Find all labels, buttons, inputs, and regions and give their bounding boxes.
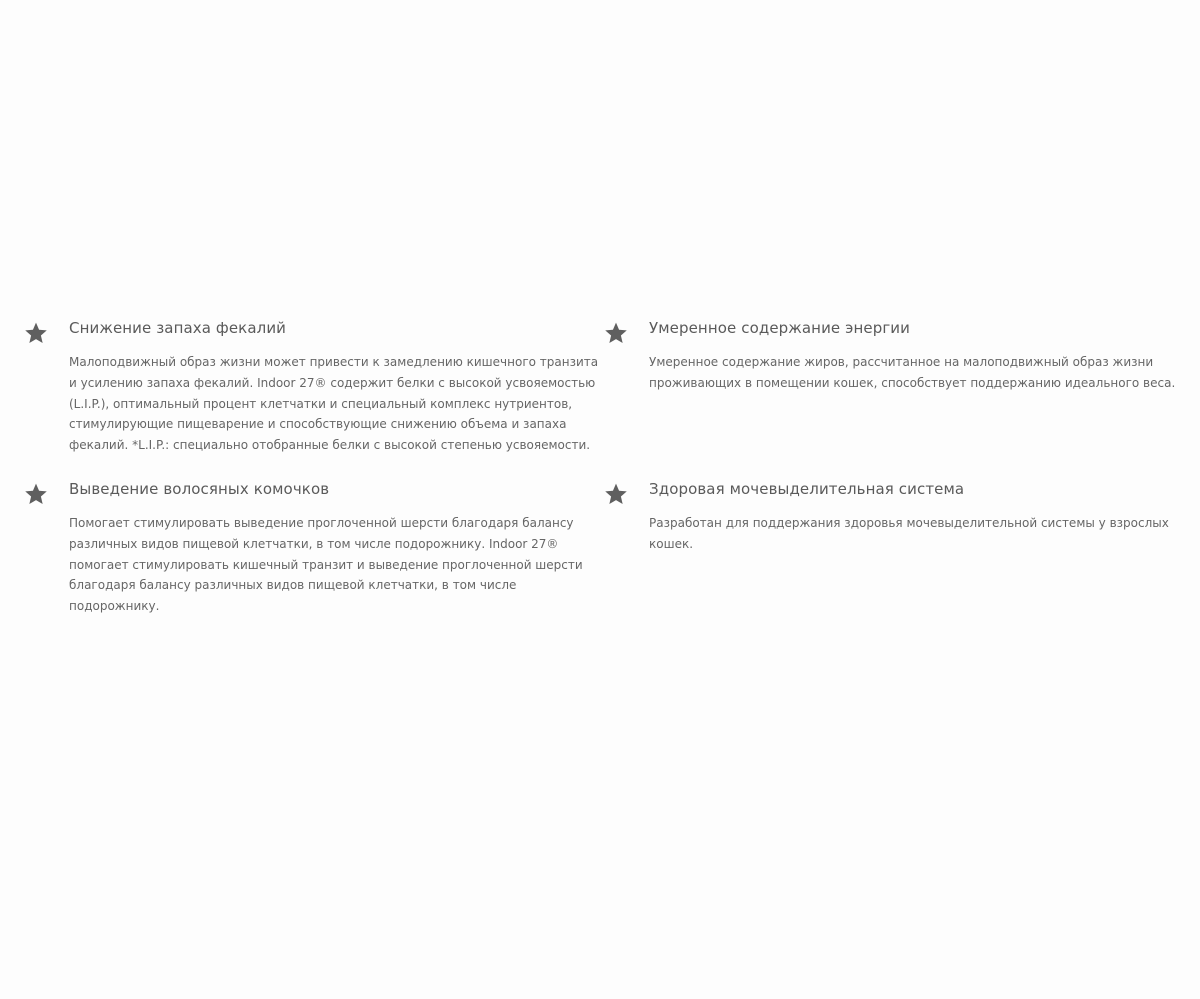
- feature-urinary-health: [604, 477, 1179, 555]
- feature-description: Помогает стимулировать выведение проглоченной шерсти благодаря балансу различных видов пищевой клетчатки, в том числе подорожнику. Indoor 27® помогает стимулировать кишечный транзит и выведение проглоченной шерсти благодаря балансу различных видов пищевой клетчатки, в том числе подорожнику.: [69, 516, 583, 614]
- feature-hairball: [24, 477, 583, 617]
- feature-description: Умеренное содержание жиров, рассчитанное на малоподвижный образ жизни проживающих в помещении кошек, способствует поддержанию идеального веса.: [649, 355, 1176, 390]
- star-icon: [24, 482, 48, 506]
- star-icon: [24, 321, 48, 345]
- star-icon: [604, 321, 628, 345]
- feature-title: Умеренное содержание энергии: [649, 319, 910, 337]
- feature-odor-reduction: [24, 316, 599, 456]
- feature-description: Малоподвижный образ жизни может привести к замедлению кишечного транзита и усилению запаха фекалий. Indoor 27® содержит белки с высокой усвояемостью (L.I.P.), оптимальный процент клетчатки и специальный комплекс нутриентов, стимулирующие пищеварение и способствующие снижению объема и запаха фекалий. *L.I.P.: специально отобранные белки с высокой степенью усвояемости.: [69, 355, 599, 453]
- feature-description: Разработан для поддержания здоровья мочевыделительной системы у взрослых кошек.: [649, 516, 1169, 551]
- star-icon: [604, 482, 628, 506]
- feature-title: Снижение запаха фекалий: [69, 319, 287, 337]
- feature-moderate-energy: [604, 316, 1179, 394]
- features-section: [0, 316, 1200, 636]
- feature-title: Здоровая мочевыделительная система: [649, 480, 965, 498]
- feature-title: Выведение волосяных комочков: [69, 480, 330, 498]
